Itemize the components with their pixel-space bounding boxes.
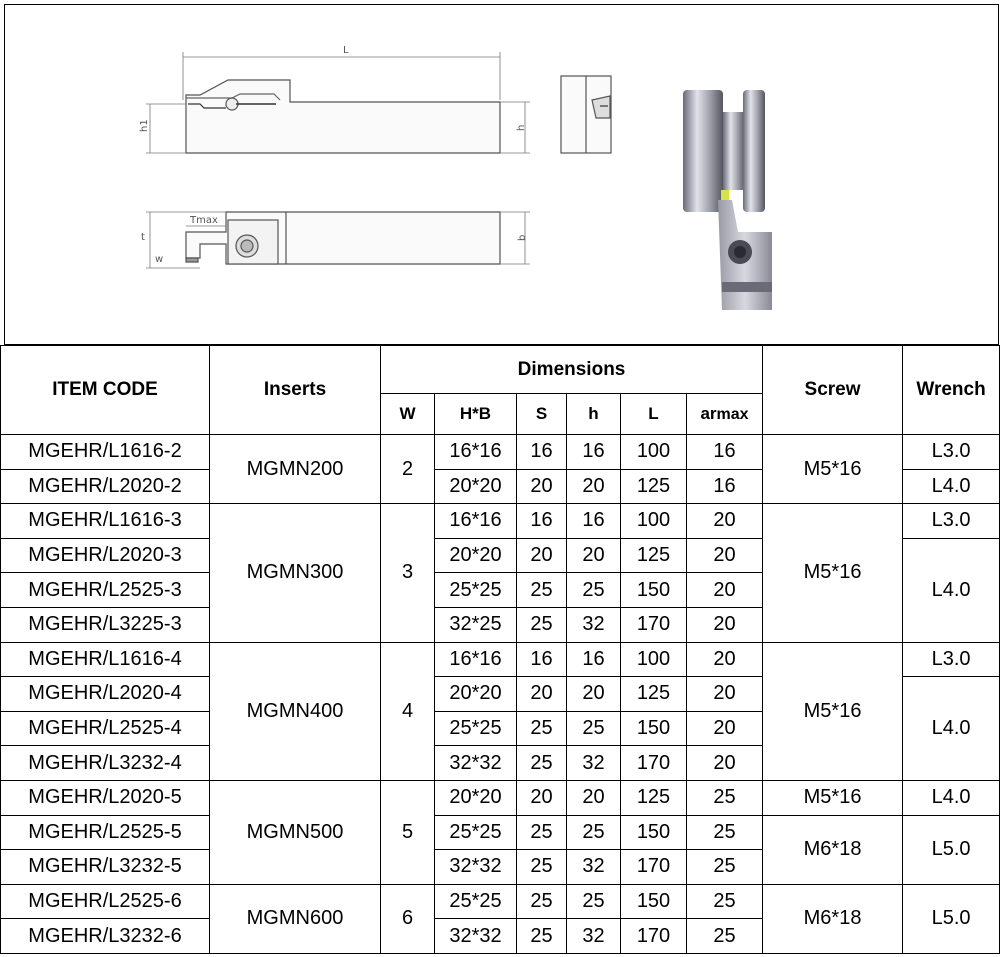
header-ar: ar [700,404,717,423]
header-w: W [381,394,435,435]
item-code-cell: MGEHR/L2525-3 [1,573,210,608]
header-ar-max [687,394,763,435]
ar-max-cell: 25 [687,884,763,919]
l-cell: 150 [621,573,687,608]
insert-cell: MGMN500 [210,780,381,884]
item-code-cell: MGEHR/L2020-2 [1,469,210,504]
hb-cell: 16*16 [435,504,517,539]
item-code-cell: MGEHR/L3232-6 [1,919,210,954]
ar-max-cell: 20 [687,504,763,539]
l-cell: 150 [621,815,687,850]
dim-length-label: L [343,45,349,56]
ar-max-cell: 16 [687,469,763,504]
h-cell: 16 [567,504,621,539]
item-code-cell: MGEHR/L2020-5 [1,780,210,815]
dim-h-label: h [516,124,527,131]
wrench-cell: L3.0 [903,504,1000,539]
wrench-cell: L4.0 [903,780,1000,815]
screw-cell: M6*18 [763,884,903,953]
end-view [561,76,611,153]
wrench-cell: L3.0 [903,435,1000,470]
l-cell: 100 [621,435,687,470]
s-cell: 25 [517,573,567,608]
l-cell: 125 [621,677,687,712]
ar-max-cell: 20 [687,677,763,712]
item-code-cell: MGEHR/L2525-6 [1,884,210,919]
hb-cell: 25*25 [435,884,517,919]
wrench-cell: L5.0 [903,815,1000,884]
ar-max-cell: 25 [687,780,763,815]
h-cell: 16 [567,435,621,470]
ar-max-cell: 25 [687,919,763,954]
table-row [1,780,1000,815]
s-cell: 20 [517,780,567,815]
l-cell: 150 [621,711,687,746]
h-cell: 16 [567,642,621,677]
l-cell: 125 [621,780,687,815]
s-cell: 25 [517,607,567,642]
s-cell: 25 [517,850,567,885]
w-cell: 4 [381,642,435,780]
dim-tmax-label: Tmax [190,215,218,226]
dim-w-label: w [155,254,164,265]
dim-b-label: b [517,234,528,241]
h-cell: 32 [567,607,621,642]
screw-cell: M5*16 [763,642,903,780]
l-cell: 100 [621,504,687,539]
header-hb: H*B [435,394,517,435]
header-l: L [621,394,687,435]
l-cell: 170 [621,850,687,885]
l-cell: 150 [621,884,687,919]
s-cell: 16 [517,504,567,539]
ar-max-cell: 20 [687,642,763,677]
wrench-cell: L4.0 [903,677,1000,781]
screw-cell: M5*16 [763,780,903,815]
header-screw: Screw [763,346,903,435]
s-cell: 25 [517,746,567,781]
hb-cell: 20*20 [435,780,517,815]
l-cell: 100 [621,642,687,677]
wrench-cell: L5.0 [903,884,1000,953]
item-code-cell: MGEHR/L1616-3 [1,504,210,539]
ar-max-cell: 20 [687,573,763,608]
grooving-illustration [683,90,772,310]
h-cell: 20 [567,780,621,815]
ar-max-cell: 20 [687,746,763,781]
screw-cell: M6*18 [763,815,903,884]
table-row [1,504,1000,539]
h-cell: 25 [567,815,621,850]
screw-cell: M5*16 [763,504,903,642]
item-code-cell: MGEHR/L2020-4 [1,677,210,712]
insert-cell: MGMN600 [210,884,381,953]
ar-max-cell: 25 [687,815,763,850]
l-cell: 170 [621,607,687,642]
dim-t-label: t [141,232,145,243]
item-code-cell: MGEHR/L2020-3 [1,538,210,573]
table-row [1,815,1000,850]
dim-h1-label: h1 [139,119,150,132]
header-wrench: Wrench [903,346,1000,435]
header-ar-sub: max [716,406,749,423]
wrench-cell: L4.0 [903,469,1000,504]
item-code-cell: MGEHR/L3232-4 [1,746,210,781]
h-cell: 32 [567,746,621,781]
hb-cell: 16*16 [435,642,517,677]
item-code-cell: MGEHR/L1616-2 [1,435,210,470]
table-row [1,884,1000,919]
insert-cell: MGMN200 [210,435,381,504]
s-cell: 25 [517,919,567,954]
h-cell: 32 [567,850,621,885]
h-cell: 20 [567,538,621,573]
drawing-frame [5,5,999,345]
table-row [1,435,1000,470]
h-cell: 25 [567,573,621,608]
header-dimensions: Dimensions [381,346,763,394]
hb-cell: 25*25 [435,573,517,608]
hb-cell: 32*32 [435,919,517,954]
table-row [1,642,1000,677]
hb-cell: 25*25 [435,815,517,850]
h-cell: 32 [567,919,621,954]
hb-cell: 32*25 [435,607,517,642]
header-item-code: ITEM CODE [1,346,210,435]
hb-cell: 32*32 [435,746,517,781]
screw-cell: M5*16 [763,435,903,504]
hb-cell: 16*16 [435,435,517,470]
item-code-cell: MGEHR/L3225-3 [1,607,210,642]
s-cell: 16 [517,642,567,677]
w-cell: 5 [381,780,435,884]
item-code-cell: MGEHR/L2525-4 [1,711,210,746]
ar-max-cell: 20 [687,607,763,642]
tool-drawing [0,0,1000,345]
item-code-cell: MGEHR/L1616-4 [1,642,210,677]
header-h: h [567,394,621,435]
l-cell: 170 [621,919,687,954]
w-cell: 3 [381,504,435,642]
insert-cell: MGMN300 [210,504,381,642]
s-cell: 25 [517,711,567,746]
hb-cell: 32*32 [435,850,517,885]
h-cell: 25 [567,711,621,746]
s-cell: 16 [517,435,567,470]
header-inserts: Inserts [210,346,381,435]
hb-cell: 25*25 [435,711,517,746]
l-cell: 125 [621,469,687,504]
insert-cell: MGMN400 [210,642,381,780]
item-code-cell: MGEHR/L2525-5 [1,815,210,850]
w-cell: 6 [381,884,435,953]
h-cell: 20 [567,469,621,504]
side-view [146,52,530,153]
wrench-cell: L4.0 [903,538,1000,642]
ar-max-cell: 20 [687,538,763,573]
header-s: S [517,394,567,435]
s-cell: 25 [517,884,567,919]
h-cell: 20 [567,677,621,712]
ar-max-cell: 20 [687,711,763,746]
w-cell: 2 [381,435,435,504]
hb-cell: 20*20 [435,469,517,504]
wrench-cell: L3.0 [903,642,1000,677]
ar-max-cell: 16 [687,435,763,470]
item-code-cell: MGEHR/L3232-5 [1,850,210,885]
s-cell: 20 [517,469,567,504]
spec-table-body [1,435,1000,954]
l-cell: 170 [621,746,687,781]
s-cell: 20 [517,677,567,712]
s-cell: 20 [517,538,567,573]
hb-cell: 20*20 [435,677,517,712]
l-cell: 125 [621,538,687,573]
ar-max-cell: 25 [687,850,763,885]
h-cell: 25 [567,884,621,919]
spec-table [0,345,1000,954]
s-cell: 25 [517,815,567,850]
hb-cell: 20*20 [435,538,517,573]
